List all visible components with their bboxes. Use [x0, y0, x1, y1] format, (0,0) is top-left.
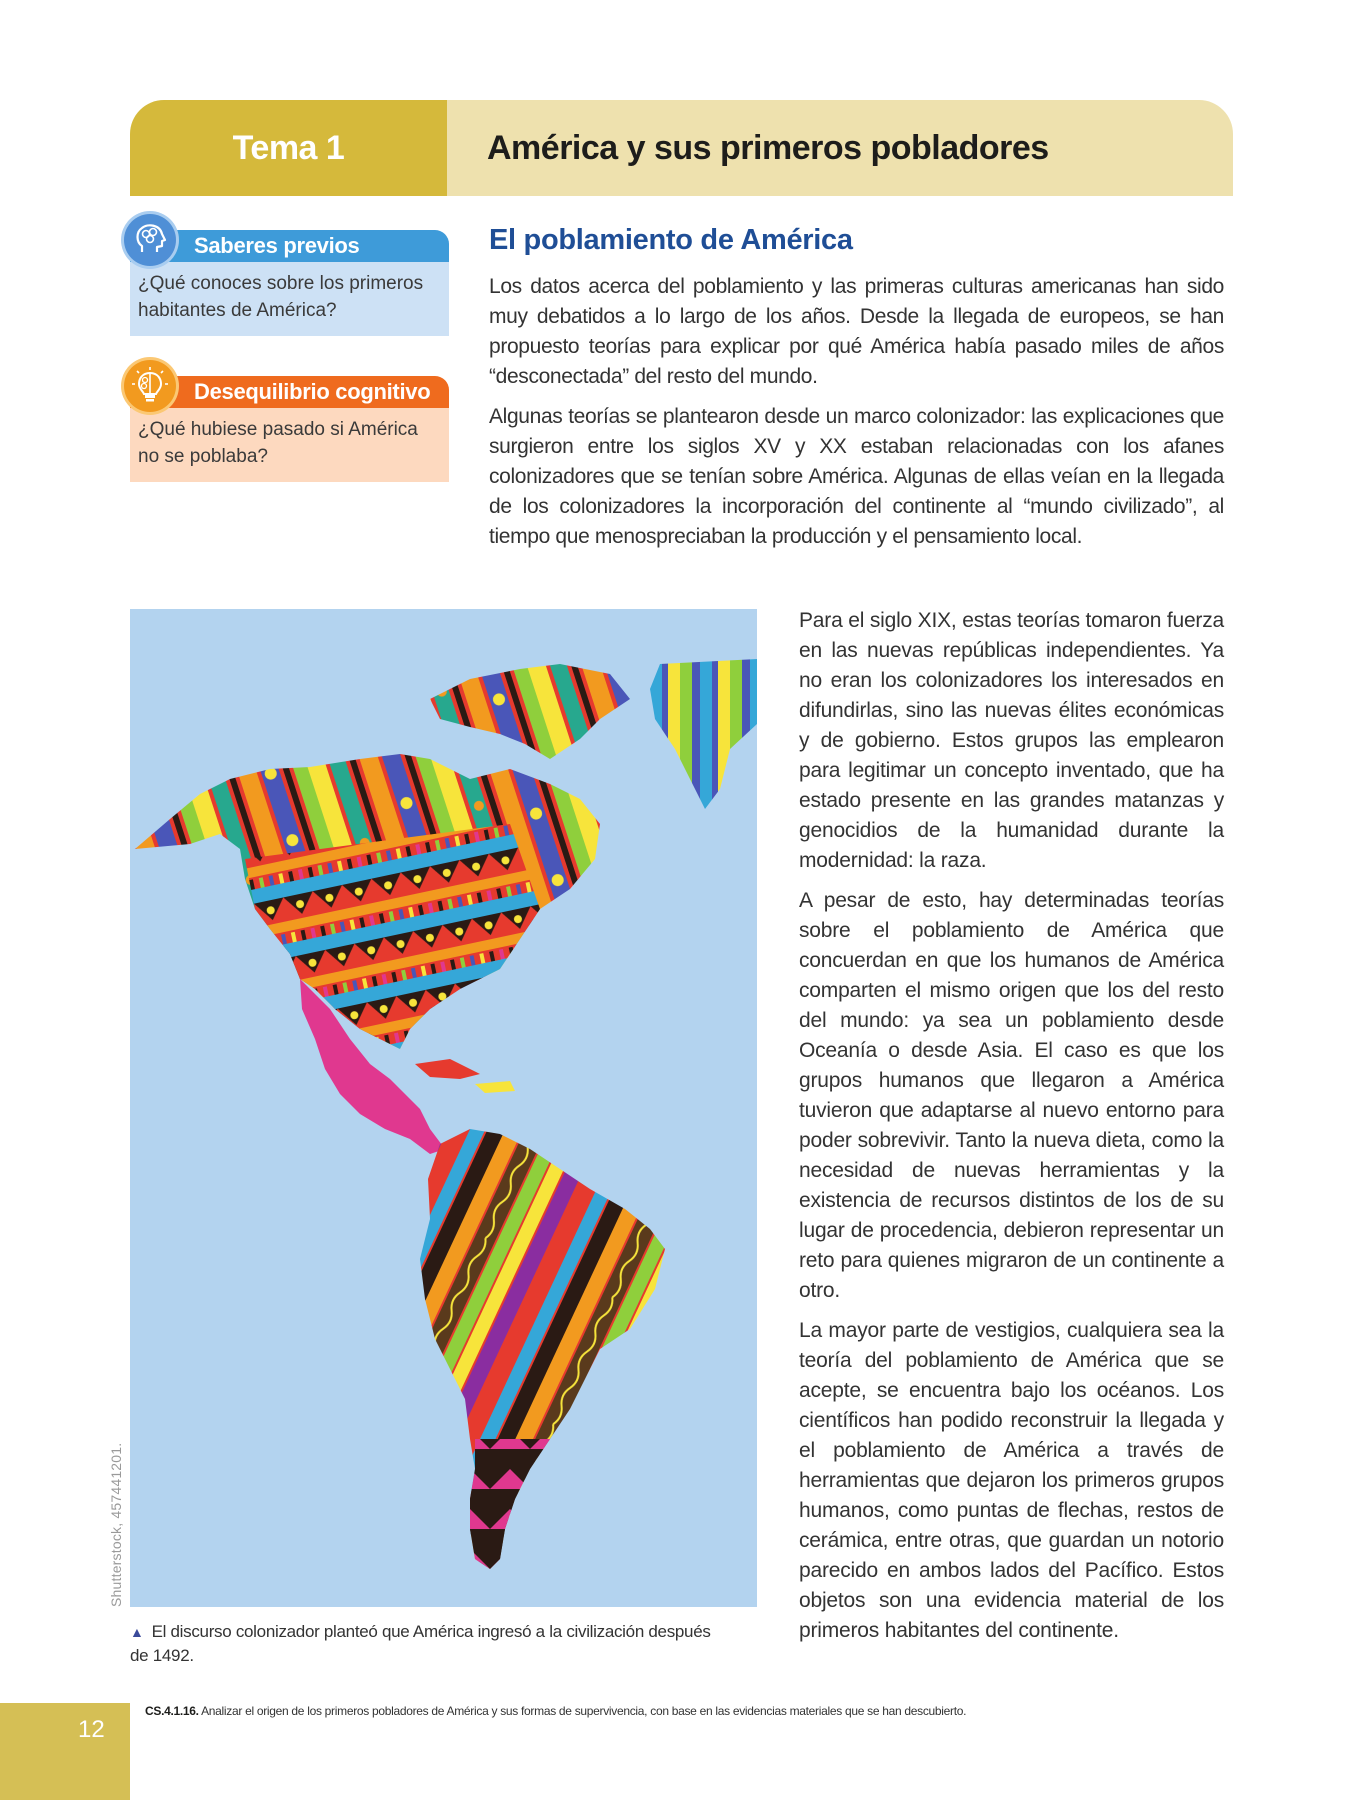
desequilibrio-cognitivo-box [130, 376, 449, 482]
map-patagonia [470, 1439, 550, 1569]
map-arctic-islands [430, 664, 630, 759]
body-paragraph: Para el siglo XIX, estas teorías tomaron fuerza en las nuevas repúblicas independientes. Ya no eran los colonizadores los interesados en difundirlas, sino las nuevas élites económicas y de gobierno. Estos grupos las emplearon para legitimar un concepto inventado, que ha estado presente en las grandes matanzas y genocidios de la humanidad durante la modernidad: la raza. [799, 609, 1224, 872]
saberes-previos-header [130, 230, 449, 262]
map-us-band [245, 824, 540, 1049]
desequilibrio-cognitivo-header [130, 376, 449, 408]
standard-text: Analizar el origen de los primeros pobladores de América y sus formas de supervivencia, con base en las evidencias materiales que se han descubierto. [201, 1704, 967, 1718]
map-greenland [650, 659, 757, 809]
right-column-text [799, 606, 1224, 1646]
body-paragraph: La mayor parte de vestigios, cualquiera sea la teoría del poblamiento de América que se acepte, se encuentra bajo los océanos. Los científicos han podido reconstruir la llegada y el poblamiento de América a través de herramientas que dejaron los primeros grupos humanos, como puntas de flechas, restos de cerámica, entre otras, que guardan un notorio parecido en ambos lados del Pacífico. Estos objetos son una evidencia material de los primeros habitantes del continente. [799, 1319, 1224, 1642]
intro-paragraph: Los datos acerca del poblamiento y las primeras culturas americanas han sido muy debatidos a lo largo de los años. Desde la llegada de europeos, se han propuesto teorías para explicar por qué América había pasado miles de años “desconectada” del resto del mundo. [489, 275, 1224, 388]
caption-triangle-icon: ▲ [130, 1624, 144, 1640]
page-number-bar [0, 1703, 130, 1800]
figure-caption [130, 1620, 730, 1667]
curriculum-standard [145, 1704, 966, 1718]
desequilibrio-cognitivo-question: ¿Qué hubiese pasado si América no se poblaba? [130, 408, 449, 482]
image-credit: Shutterstock, 457441201. [108, 1442, 124, 1607]
section-title: El poblamiento de América [489, 224, 853, 256]
saberes-previos-box [130, 230, 449, 336]
intro-paragraph: Algunas teorías se plantearon desde un marco colonizador: las explicaciones que surgieron entre los siglos XV y XX estaban relacionadas con los afanes colonizadores que se tenían sobre América. Algunas de ellas veían en la llegada de los colonizadores la incorporación del continente al “mundo civilizado”, al tiempo que menospreciaban la producción y el pensamiento local. [489, 405, 1224, 548]
standard-code: CS.4.1.16. [145, 1704, 199, 1718]
saberes-previos-question: ¿Qué conoces sobre los primeros habitantes de América? [130, 262, 449, 336]
map-illustration [130, 609, 757, 1607]
desequilibrio-cognitivo-title: Desequilibrio cognitivo [194, 379, 431, 404]
saberes-previos-title: Saberes previos [194, 233, 360, 258]
brain-head-icon [124, 214, 176, 266]
topic-number: Tema 1 [130, 100, 447, 196]
body-paragraph: A pesar de esto, hay determinadas teorías sobre el poblamiento de América que concuerdan en que los humanos de América comparten el mismo origen que los del resto del mundo: ya sea un poblamiento desde Oceanía o desde Asia. El caso es que los grupos humanos que llegaron a América tuvieron que adaptarse al nuevo entorno para poder sobrevivir. Tanto la nueva dieta, como la necesidad de nuevas herramientas y la existencia de recursos distintos de los de su lugar de procedencia, debieron representar un reto para quienes migraron de un continente a otro. [799, 889, 1224, 1302]
topic-title: América y sus primeros pobladores [447, 100, 1233, 196]
topic-header [130, 100, 1233, 196]
map-south-america [420, 1129, 665, 1569]
caption-text: El discurso colonizador planteó que América ingresó a la civilización después de 1492. [130, 1622, 711, 1665]
americas-pattern-map [130, 609, 757, 1607]
map-caribbean [415, 1059, 480, 1079]
intro-text [489, 272, 1224, 552]
lightbulb-brain-icon [124, 360, 176, 412]
page-number: 12 [78, 1716, 105, 1743]
